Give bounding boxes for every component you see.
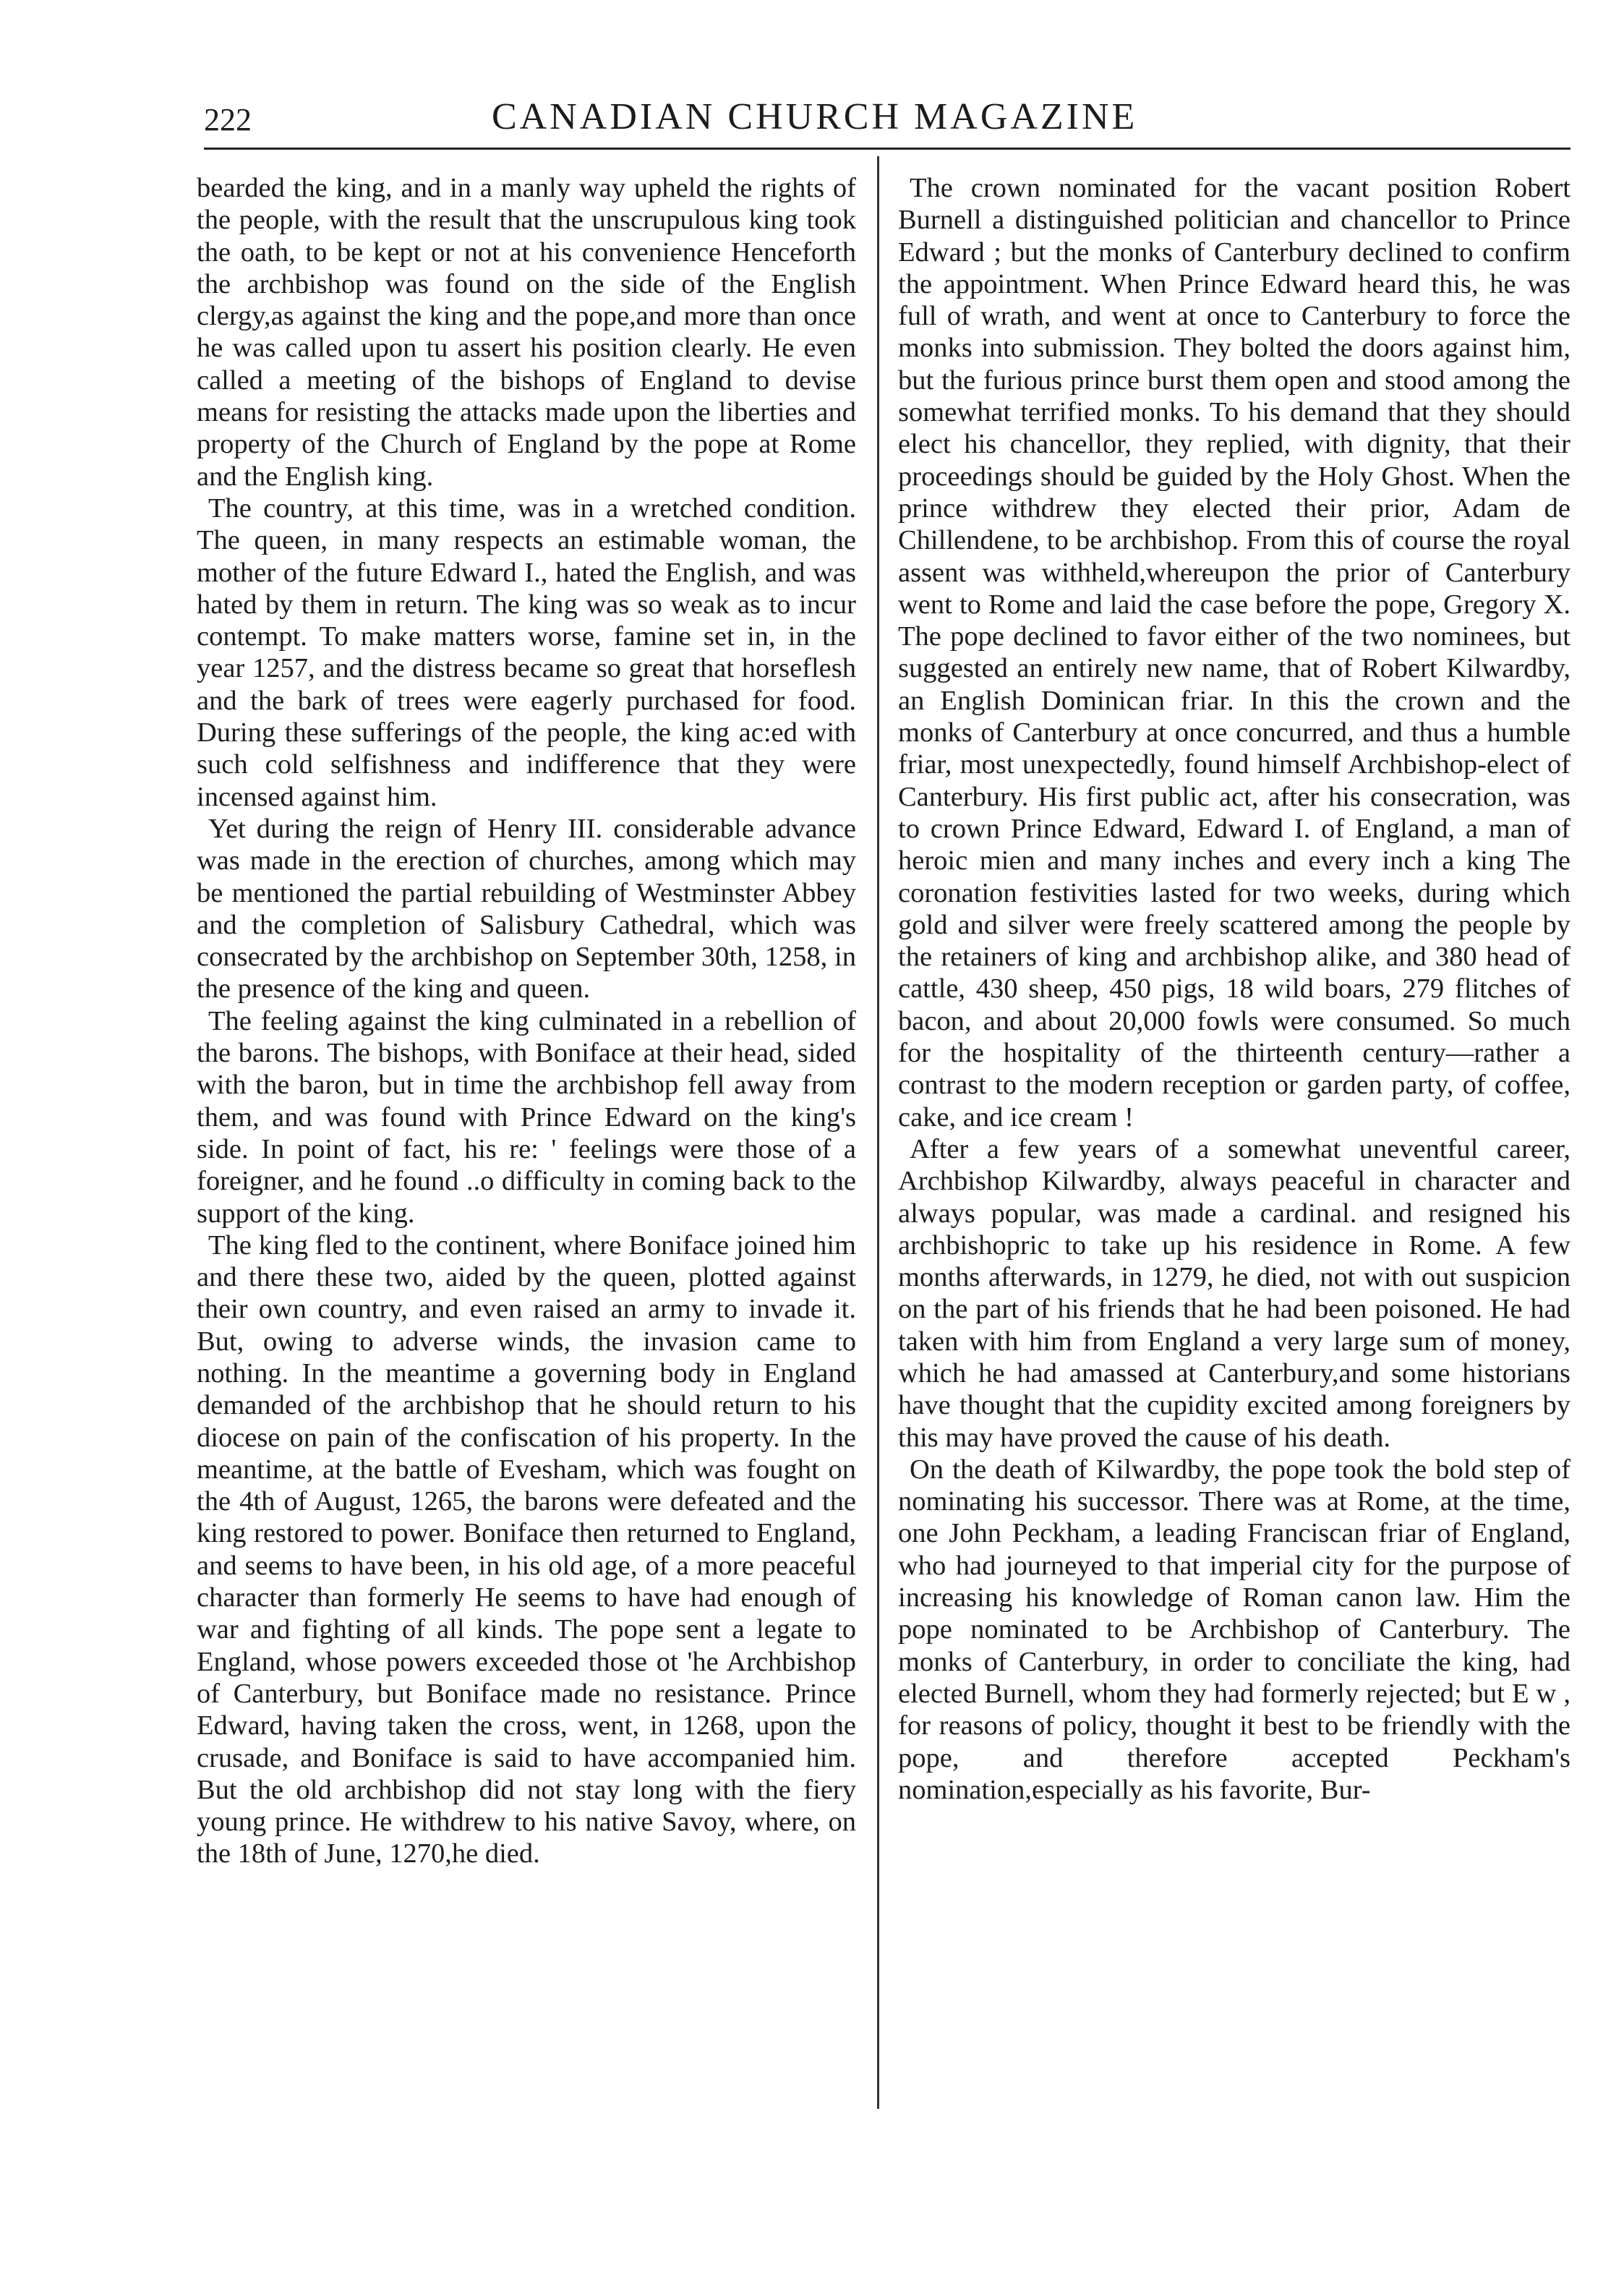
paragraph: The country, at this time, was in a wretched condition. The queen, in many respects an estimable woman, the mother of the future Edward I., hated the English, and was hated by them in return. The king was so weak as to incur contempt. To make matters worse, famine set in, in the year 1257, and the distress became so great that horseflesh and the bark of trees were eagerly purchased for food. During these sufferings of the people, the king ac:ed with such cold selfishness and indifference that they were incensed against him. [197, 493, 856, 812]
left-column [197, 172, 856, 1870]
right-column [898, 172, 1570, 1806]
paragraph: On the death of Kilwardby, the pope took the bold step of nominating his successor. There was at Rome, at the time, one John Peckham, a leading Franciscan friar of England, who had journeyed to that imperial city for the purpose of increasing his knowledge of Roman canon law. Him the pope nominated to be Archbishop of Canterbury. The monks of Canterbury, in order to conciliate the king, had elected Burnell, whom they had formerly rejected; but E w , for reasons of policy, thought it best to be friendly with the pope, and therefore accepted Peckham's nomination,especially as his favorite, Bur- [898, 1454, 1570, 1805]
header-rule [204, 148, 1570, 150]
paragraph: After a few years of a somewhat uneventful career, Archbishop Kilwardby, always peaceful in character and always popular, was made a cardinal. and resigned his archbishopric to take up his residence in Rome. A few months afterwards, in 1279, he died, not with out suspicion on the part of his friends that he had been poisoned. He had taken with him from England a very large sum of money, which he had amassed at Canterbury,and some historians have thought that the cupidity excited among foreigners by this may have proved the cause of his death. [898, 1133, 1570, 1453]
paragraph: The crown nominated for the vacant position Robert Burnell a distinguished politician and chancellor to Prince Edward ; but the monks of Canterbury declined to confirm the appointment. When Prince Edward heard this, he was full of wrath, and went at once to Canterbury to force the monks into submission. They bolted the doors against him, but the furious prince burst them open and stood among the somewhat terrified monks. To his demand that they should elect his chancellor, they replied, with dignity, that their proceedings should be guided by the Holy Ghost. When the prince withdrew they elected their prior, Adam de Chillendene, to be archbishop. From this of course the royal assent was withheld,whereupon the prior of Canterbury went to Rome and laid the case before the pope, Gregory X. The pope declined to favor either of the two nominees, but suggested an entirely new name, that of Robert Kilwardby, an English Dominican friar. In this the crown and the monks of Canterbury at once concurred, and thus a humble friar, most unexpectedly, found himself Archbishop-elect of Canterbury. His first public act, after his consecration, was to crown Prince Edward, Edward I. of England, a man of heroic mien and many inches and every inch a king The coronation festivities lasted for two weeks, during which gold and silver were freely scattered among the people by the retainers of king and archbishop alike, and 380 head of cattle, 430 sheep, 450 pigs, 18 wild boars, 279 flitches of bacon, and about 20,000 fowls were consumed. So much for the hospitality of the thirteenth century—rather a contrast to the modern reception or garden party, of coffee, cake, and ice cream ! [898, 173, 1570, 1133]
column-divider [877, 156, 879, 2109]
magazine-title: CANADIAN CHURCH MAGAZINE [492, 96, 1138, 137]
paragraph: Yet during the reign of Henry III. considerable advance was made in the erection of churches, among which may be mentioned the partial rebuilding of Westminster Abbey and the completion of Salisbury Cathedral, which was consecrated by the archbishop on September 30th, 1258, in the presence of the king and queen. [197, 813, 856, 1005]
paragraph: bearded the king, and in a manly way upheld the rights of the people, with the result that the unscrupulous king took the oath, to be kept or not at his convenience Henceforth the archbishop was found on the side of the English clergy,as against the king and the pope,and more than once he was called upon tu assert his position clearly. He even called a meeting of the bishops of England to devise means for resisting the attacks made upon the liberties and property of the Church of England by the pope at Rome and the English king. [197, 173, 856, 492]
page-number: 222 [204, 102, 252, 137]
paragraph: The king fled to the continent, where Boniface joined him and there these two, aided by the queen, plotted against their own country, and even raised an army to invade it. But, owing to adverse winds, the invasion came to nothing. In the meantime a governing body in England demanded of the archbishop that he should return to his diocese on pain of the confiscation of his property. In the meantime, at the battle of Evesham, which was fought on the 4th of August, 1265, the barons were defeated and the king restored to power. Boniface then returned to England, and seems to have been, in his old age, of a more peaceful character than formerly He seems to have had enough of war and fighting of all kinds. The pope sent a legate to England, whose powers exceeded those ot 'he Archbishop of Canterbury, but Boniface made no resistance. Prince Edward, having taken the cross, went, in 1268, upon the crusade, and Boniface is said to have accompanied him. But the old archbishop did not stay long with the fiery young prince. He withdrew to his native Savoy, where, on the 18th of June, 1270,he died. [197, 1229, 856, 1869]
paragraph: The feeling against the king culminated in a rebellion of the barons. The bishops, with Boniface at their head, sided with the baron, but in time the archbishop fell away from them, and was found with Prince Edward on the king's side. In point of fact, his re: ' feelings were those of a foreigner, and he found ..o difficulty in coming back to the support of the king. [197, 1005, 856, 1229]
